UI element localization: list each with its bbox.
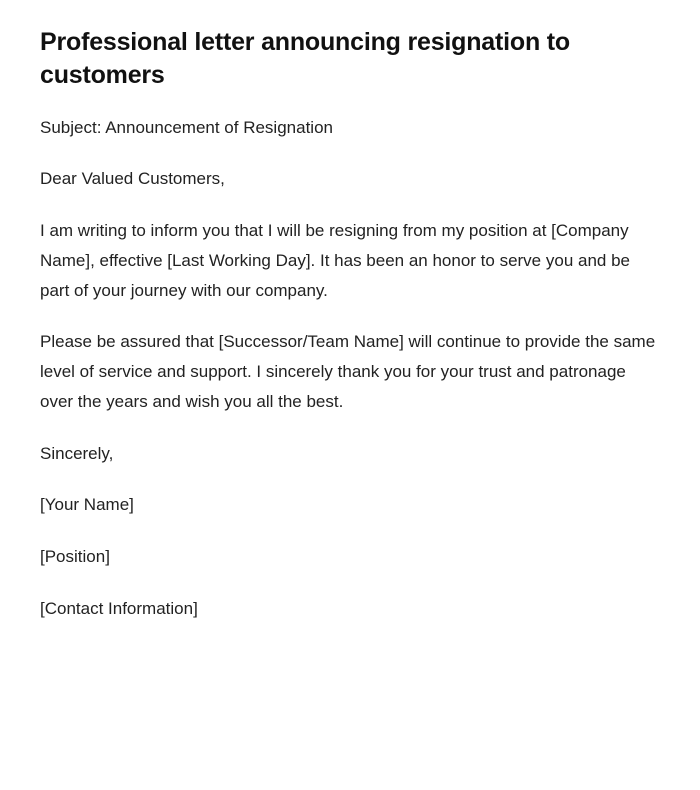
letter-paragraph-2: Please be assured that [Successor/Team Name] will continue to provide the same level of service and support. I sincerely thank you for your trust and patronage over the years and wish you all the best. xyxy=(40,332,656,411)
page-title: Professional letter announcing resignation to customers xyxy=(40,28,570,90)
letter-body xyxy=(40,113,660,624)
letter-paragraph-1: I am writing to inform you that I will be resigning from my position at [Company Name], effective [Last Working Day]. It has been an honor to serve you and be part of your journey with our company. xyxy=(40,221,630,300)
letter-salutation: Dear Valued Customers, xyxy=(40,169,225,189)
letter-signature-name: [Your Name] xyxy=(40,495,134,515)
letter-closing: Sincerely, xyxy=(40,443,114,463)
letter-signature-position: [Position] xyxy=(40,547,110,566)
letter-signature-contact: [Contact Information] xyxy=(40,598,198,618)
letter-subject-line: Subject: Announcement of Resignation xyxy=(40,117,333,137)
